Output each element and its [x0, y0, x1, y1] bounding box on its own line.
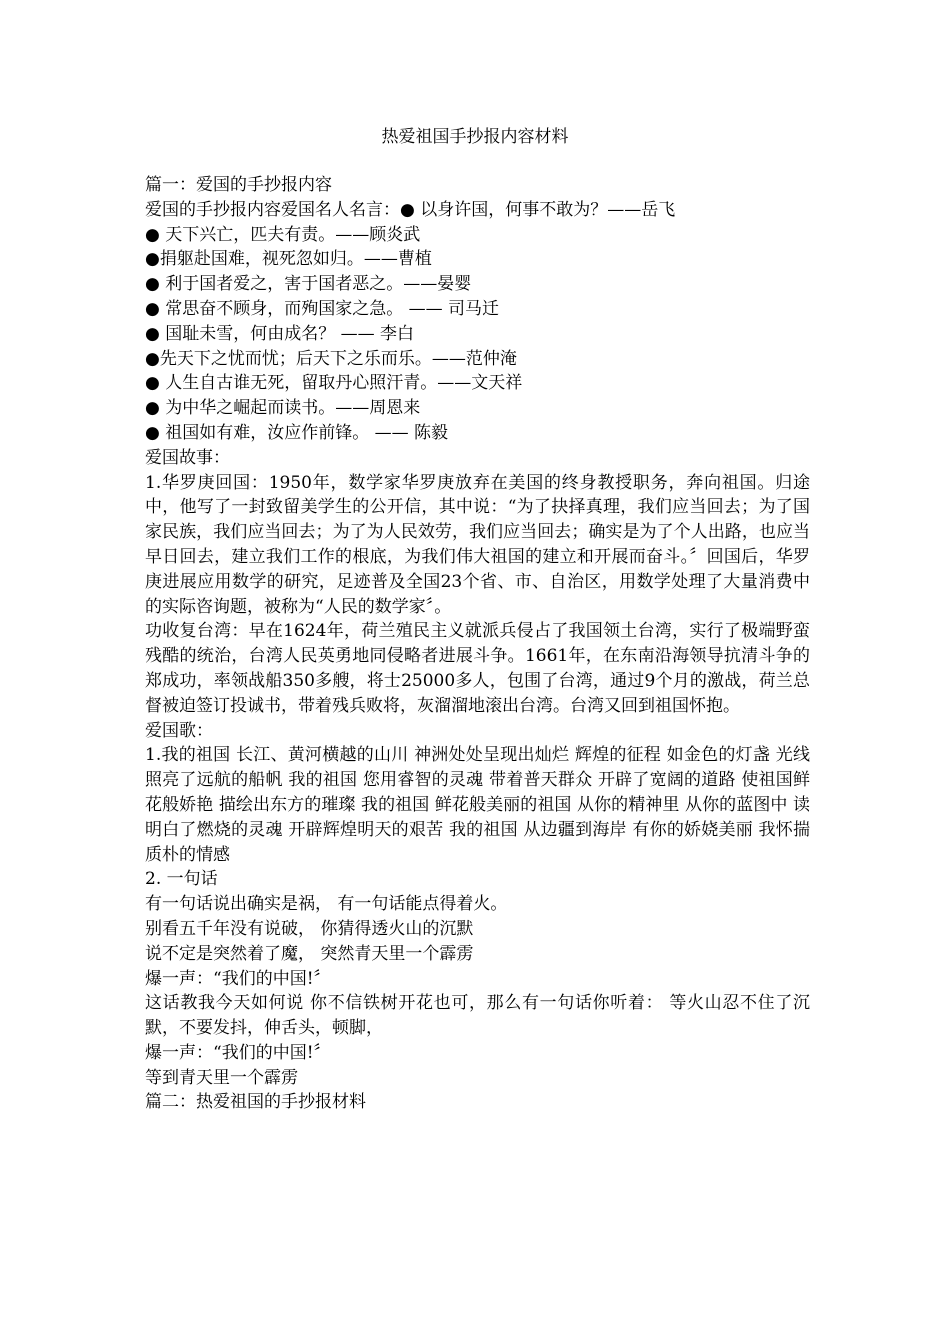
- quote-item: ● 为中华之崛起而读书。——周恩来: [145, 398, 421, 419]
- quote-item: ● 国耻未雪，何由成名？ —— 李白: [145, 323, 415, 344]
- story-paragraph: 1.华罗庚回国：1950年，数学家华罗庚放弃在美国的终身教授职务，奔向祖国。归途中，他写了一封致留美学生的公开信，其中说：“为了抉择真理，我们应当回去；为了国家民族，我们应当回去；为了为人民效劳，我们应当回去；确实是为了个人出路，也应当早日回去，建立我们工作的根底，为我们伟大祖国的建立和开展而奋斗。〞回国后，华罗庚进展应用数学的研究，足迹普及全国23个省、市、自治区，用数学处理了大量消费中的实际咨询题，被称为“人民的数学家〞。: [145, 472, 810, 617]
- song2-heading: 2. 一句话: [145, 869, 218, 890]
- song-line: 爆一声：“我们的中国!〞: [145, 968, 331, 989]
- document-body: [145, 173, 810, 1115]
- section1-heading: 篇一：爱国的手抄报内容: [145, 175, 332, 195]
- song-line: 等到青天里一个霹雳: [145, 1067, 298, 1088]
- songs-heading: 爱国歌：: [145, 720, 213, 741]
- song-paragraph: 1.我的祖国 长江、黄河横越的山川 神洲处处呈现出灿烂 辉煌的征程 如金色的灯盏 光线照亮了远航的船帆 我的祖国 您用睿智的灵魂 带着普天群众 开辟了宽阔的道路 使祖国鲜花般娇艳 描绘出东方的璀璨 我的祖国 鲜花般美丽的祖国 从你的精神里 从你的蓝图中 读明白了燃烧的灵魂 开辟辉煌明天的艰苦 我的祖国 从边疆到海岸 有你的娇娆美丽 我怀揣质朴的情感: [145, 745, 810, 865]
- quote-item: ●捐躯赴国难，视死忽如归。——曹植: [145, 249, 432, 270]
- quote-item: ● 常思奋不顾身，而殉国家之急。 —— 司马迁: [145, 298, 500, 319]
- song-line: 爆一声：“我们的中国!〞: [145, 1042, 331, 1063]
- quotes-intro: 爱国的手抄报内容爱国名人名言：● 以身许国，何事不敢为？——岳飞: [145, 199, 676, 220]
- quote-item: ● 天下兴亡，匹夫有责。——顾炎武: [145, 224, 421, 245]
- quote-item: ●先天下之忧而忧；后天下之乐而乐。——范仲淹: [145, 348, 517, 369]
- quote-item: ● 人生自古谁无死，留取丹心照汗青。——文天祥: [145, 373, 523, 394]
- quote-item: ● 祖国如有难，汝应作前锋。 —— 陈毅: [145, 422, 449, 443]
- document-title: 热爱祖国手抄报内容材料: [381, 127, 569, 147]
- song-line: 别看五千年没有说破， 你猜得透火山的沉默: [145, 918, 474, 939]
- stories-heading: 爱国故事：: [145, 447, 230, 468]
- song-line: 说不定是突然着了魔， 突然青天里一个霹雳: [145, 943, 474, 964]
- song-paragraph: 这话教我今天如何说 你不信铁树开花也可，那么有一句话你听着： 等火山忍不住了沉默，不要发抖，伸舌头，顿脚，: [145, 993, 810, 1039]
- quote-item: ● 利于国者爱之，害于国者恶之。——晏婴: [145, 274, 472, 295]
- song-line: 有一句话说出确实是祸， 有一句话能点得着火。: [145, 894, 508, 915]
- section2-heading: 篇二：热爱祖国的手抄报材料: [145, 1092, 366, 1113]
- story-paragraph: 功收复台湾：早在1624年，荷兰殖民主义就派兵侵占了我国领土台湾，实行了极端野蛮残酷的统治，台湾人民英勇地同侵略者进展斗争。1661年，在东南沿海领导抗清斗争的郑成功，率领战船350多艘，将士25000多人，包围了台湾，通过9个月的激战，荷兰总督被迫签订投诚书，带着残兵败将，灰溜溜地滚出台湾。台湾又回到祖国怀抱。: [145, 621, 810, 716]
